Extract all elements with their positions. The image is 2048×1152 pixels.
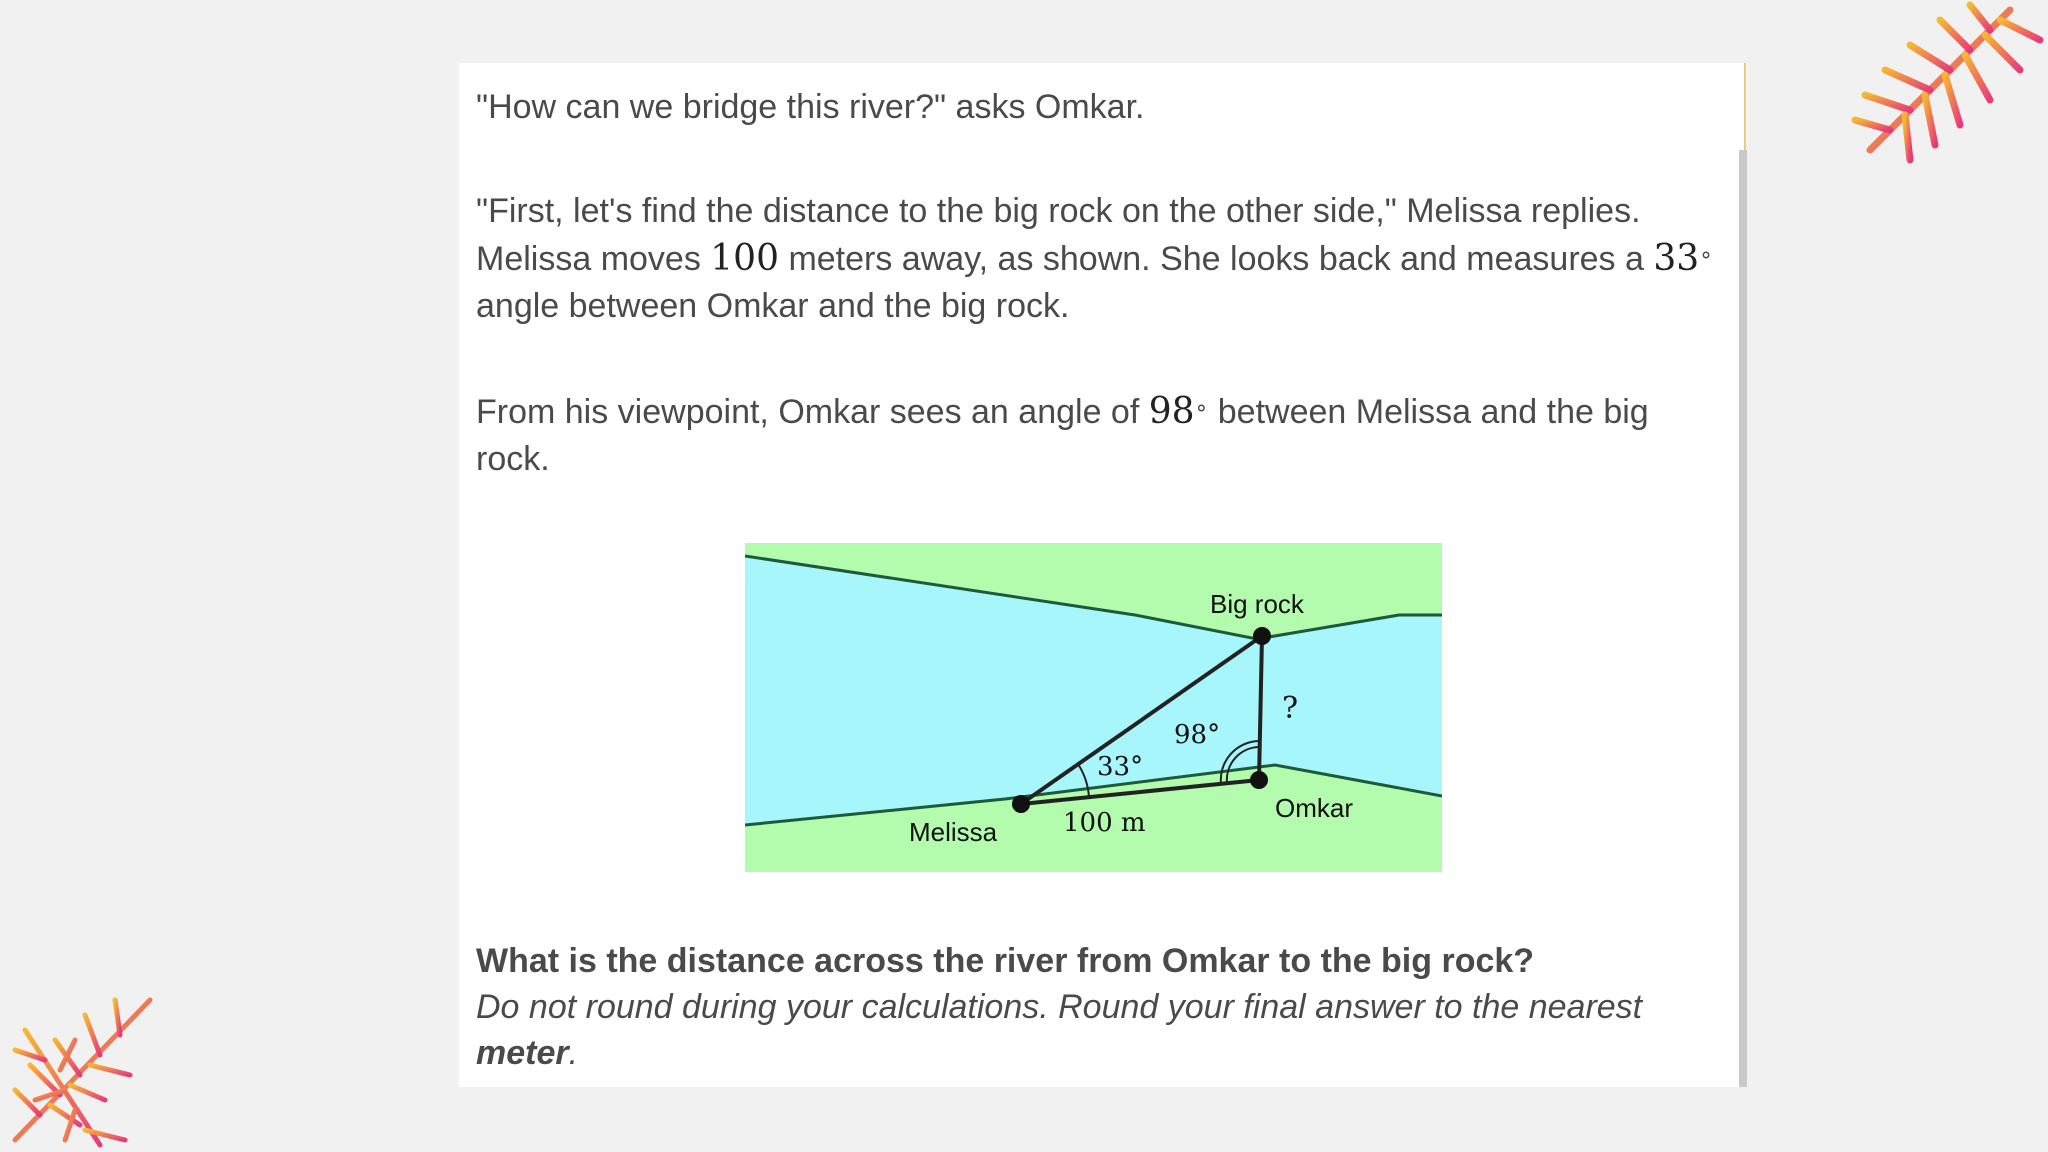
label-angle-melissa: 33° [1097, 752, 1144, 782]
label-big-rock: Big rock [1210, 589, 1304, 619]
paragraph-intro: "How can we bridge this river?" asks Omkar. [476, 88, 1145, 126]
river-diagram [745, 543, 1442, 872]
distance-value: 100 [710, 238, 779, 279]
label-omkar: Omkar [1275, 793, 1353, 823]
leaf-decoration-bottom-left-icon [5, 990, 170, 1152]
paragraph-omkar: From his viewpoint, Omkar sees an angle of 98∘ between Melissa and the big rock. [476, 391, 1649, 478]
point-melissa [1012, 795, 1030, 813]
paragraph-melissa: "First, let's find the distance to the big rock on the other side," Melissa replies. Melissa moves 100 meters away, as shown. She looks back and measures a 33∘ angle between Omkar and the big rock. [476, 192, 1713, 325]
card-accent-edge [1744, 63, 1746, 151]
angle-omkar-value: 98 [1148, 391, 1195, 432]
angle-melissa-value: 33 [1653, 238, 1700, 279]
question-text: What is the distance across the river from Omkar to the big rock? [476, 942, 1535, 980]
emphasis-meter: meter [476, 1034, 569, 1072]
label-distance: 100 m [1063, 808, 1146, 838]
point-big-rock [1253, 627, 1271, 645]
label-melissa: Melissa [909, 817, 998, 847]
scrollbar[interactable] [1739, 150, 1747, 1087]
leaf-decoration-top-right-icon [1850, 0, 2048, 165]
point-omkar [1250, 771, 1268, 789]
label-unknown: ? [1282, 691, 1299, 726]
instruction-text: Do not round during your calculations. Round your final answer to the nearest meter. [476, 988, 1643, 1072]
label-angle-omkar: 98° [1174, 720, 1221, 750]
